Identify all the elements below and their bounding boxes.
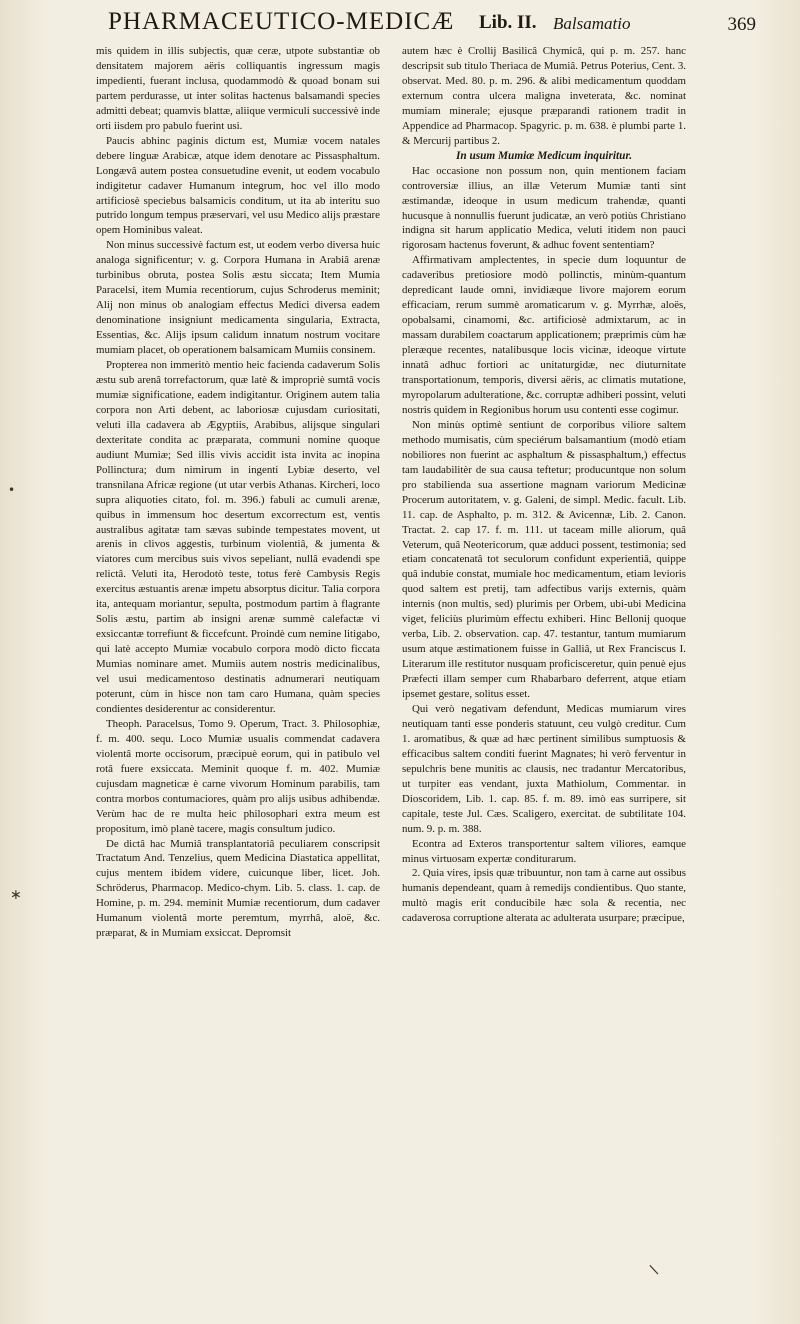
book-reference: Lib. II. [479, 12, 537, 33]
paragraph: De dictâ hac Mumiâ transplantatoriâ peculiarem conscripsit Tractatum And. Tenzelius, quem Medicina Diastatica appellitat, cujus mentem ibidem videre, cuicunque liber, licet. Joh. Schröderus, Pharmacop. Medico-chym. Lib. 5. class. 1. cap. de Homine, p. m. 294. meminit Mumiæ recentiorum, dum cadaver Humanum violentâ morte peremtum, myrrhâ, aloë, &c. præparat, & in Mumiam exsiccat. Depromsit [96, 837, 380, 940]
paragraph: Econtra ad Exteros transportentur saltem viliores, eamque minus virtuosam expertæ conditurarum. [402, 837, 686, 865]
ink-mark: / [646, 1263, 663, 1277]
paragraph: 2. Quia vires, ipsis quæ tribuuntur, non tam à carne aut ossibus humanis dependeant, quam à remedijs condientibus. Quo stante, multò magis erit conducibile hæc sola & recentia, nec cadaverosa corruptione alterata ac adulterata usurpare; præcipue, [402, 867, 686, 925]
paragraph: Non minùs optimè sentiunt de corporibus viliore saltem methodo mumisatis, cùm speciérum balsamantium (modò etiam nobiliores non fuerint ac asphaltum & pissasphaltum,) effectus tam laudabilitèr de sua causa teftetur; producuntque non solum pro stabilienda sua assertione magnam variorum Medicinæ Procerum autoritatem, v. g. Galeni, de simpl. Medic. facult. Lib. 11. cap. de Asphalto, p. m. 312. & Avicennæ, Lib. 2. Canon. Tractat. 2. cap 17. f. m. 111. ut taceam mille aliorum, quâ Veterum, quâ Neotericorum, quæ adduci possent, testimonia; sed etiam concatenatâ tot seculorum confidunt experientiâ, quippe quâ indubie constat, mumiale hoc medicamentum, etiam levioris quod saltem est pretij, tam adfectibus varijs externis, quàm internis (non multis, sed) plurimis per Orbem, ubi-ubi Medicina viget, feliciùs plurimùm effectu exhiberi. Hinc Bellonij quoque verba, Lib. 2. observation. cap. 47. testantur, tantum mumiarum usum atque æstimationem fuisse in Galliâ, ut Rex Franciscus I. Literarum ille restitutor nusquam proficisceretur, quin penuè ejus Præfecti illam semper cum Rhabarbaro deferrent, atque etiam ipsemet gestare, solitus esset. [402, 418, 686, 701]
page-number: 369 [727, 14, 756, 35]
running-title: PHARMACEUTICO-MEDICÆ [108, 8, 455, 35]
paragraph: Qui verò negativam defendunt, Medicas mumiarum vires neutiquam tanti esse ponderis statuunt, ceu vulgò creditur. Cum 1. aromatibus, & quæ ad hæc pertinent similibus sumptuosis & efficacibus saltem conditi fuerint Magnates; hi verò ferventur in sepulchris bene munitis ac clausis, nec tradantur Mercatoribus, ut turpiter eas vendant, juxta Mathiolum, Commentar. in Dioscoridem, Lib. 1. cap. 85. f. m. 89. imò eas surripere, sit capitale, teste Jul. Cæs. Scaligero, exercitat. de subtilitate 104. num. 9. p. m. 388. [402, 702, 686, 835]
section-heading: In usum Mumiæ Medicum inquiritur. [455, 149, 633, 162]
paragraph: Non minus successivè factum est, ut eodem verbo diversa huic analoga significentur; v. g. Corpora Humana in Arabiâ arenæ turbinibus obruta, postea Solis æstu siccata; Item Mumia Paracelsi, item Mumia recentiorum, cujus Schroderus meminit; Alij non minus ob analogiam effectus Medici diversa eadem denominatione insigniunt medicamenta singularia, Extracta, Essentias, &c. Alijs ipsum calidum innatum nostrum vocitare mumiam placet, ob operationem balsamicam Mumiis consinem. [96, 239, 380, 357]
paragraph: Propterea non immeritò mentio heic facienda cadaverum Solis æstu sub arenâ torrefactorum, quæ latè & impropriè sumtâ vocis mumiæ significatione, eadem indigitantur. Originem autem talia corpora non Arti debent, ac laboriosæ cujusdam curiositati, veluti illa cadavera ab Ægyptiis, Arabibus, alijsque singulari dexteritate condita ac præparata, communi nomine quoque audiunt Mumiæ; Sed illis vivis accidit ista invita ac inopina Pollinctura; dum nimirum in ingenti Lybiæ deserto, vel transnilana Africæ regione (ut utar verbis Athanas. Kircheri, loco supra aliquoties citato, fol. m. 396.) fabuli ac cumuli arenæ, quibus in immensum hoc desertum excorrectum est, ventis australibus agitatæ tam sævas subinde tempestates movent, ut arenis in clivos aggestis, turbinum violentiâ, & jumenta & viatores cum mercibus suis vivos sepeliant, nullâ evadendi spe relictâ. Veluti ita, Herodotò teste, totus ferè Cambysis Regis exercitus æstuantis arenæ impetu absorptus dicitur. Talia corpora ita, antequam moriantur, sepulta, postmodum partim à flagrante Solis æstu, partim ab insigni arenæ summè calefactæ vi exsiccantæ torrefiunt & ficcefcunt. Proindè cum nemine litigabo, qui latè accepto Mumiæ vocabulo corpora modò dicto ficcata Mumias nominare amet. Mumiis autem nostris medicinalibus, vel usui medicamentoso destinatis adnumerari neutiquam poterunt, cùm in hisce non tam caro Humana, quàm species condientes desiderentur ac considerentur. [96, 359, 380, 715]
paragraph: Hac occasione non possum non, quin mentionem faciam controversiæ illius, an illæ Veterum Mumiæ tanti sint æstimandæ, ideoque in usum medicum trahendæ, quanti hucusque à nonnullis fuerunt judicatæ, an verò potiùs Christiano indigna sit harum applicatio Medica, veluti itidem non pauci rigorosam hactenus foverunt, & adhuc fovent sententiam? [402, 164, 686, 252]
section-title: Balsamatio [553, 14, 631, 33]
paragraph: mis quidem in illis subjectis, quæ ceræ, utpote substantiæ ob densitatem majorem aëris colliquantis ingressum magis impedienti, fuerant inclusa, quodammodò & quoad bonam sui partem perdurasse, ut inter solitas hactenus balsamandi species admitti debeat; quamvis blattæ, aliique vermiculi successivè inde orti iisdem pro pabulo fuerint usi. [96, 45, 380, 132]
right-column [402, 44, 686, 926]
page-header [108, 8, 756, 44]
paragraph: Paucis abhinc paginis dictum est, Mumiæ vocem natales debere linguæ Arabicæ, atque idem denotare ac Pissasphaltum. Longævâ autem postea consuetudine evenit, ut eodem vocabulo indigitetur cadaver Humanum integrum, hoc vel illo modo artificiosè speciebus balsamicis conditum, ut ita ab interitu suo putrido longum tempus præservari, vel usu Medico alijs præstare opem Hominibus valeat. [96, 134, 380, 237]
ink-mark: • [8, 483, 16, 497]
ink-mark: ∗ [10, 887, 22, 903]
paragraph: Affirmativam amplectentes, in specie dum loquuntur de cadaveribus pretiosiore modò pollinctis, minùm-quantum depredicant laude omni, invidiæque livore majorem eorum efficaciam, rerum summè aromaticarum v. g. Myrrhæ, aloës, opobalsami, cinamomi, &c. artificiosè admixtarum, ac in massam durabilem coactarum applicationem; præprimis cùm hæ pleræque recentes, natalibusque locis vicinæ, ideoque virtute innatâ adhuc fortiori ac unitaturgidæ, nec diuturnitate transportationum, temporis, diversi aëris, ac climatis mutatione, myropolarum adulteratione, &c. corruptæ adhiberi possint, veluti nostris quidem in Regionibus horum usu contenti esse cogimur. [402, 254, 686, 416]
left-column [96, 44, 380, 941]
paragraph: autem hæc è Crollij Basilicâ Chymicâ, qui p. m. 257. hanc descripsit sub titulo Theriaca de Mumiâ. Petrus Poterius, Cent. 3. observat. Med. 80. p. m. 296. & alibi medicamentum quoddam externum contra ulcera maligna inveterata, &c. nominat mumiam minerale; ejusque præparandi rationem tradit in Appendice ad Pharmacop. Spagyric. p. m. 638. è plumbi parte 1. & Mercurij partibus 2. [402, 45, 686, 147]
paragraph: Theoph. Paracelsus, Tomo 9. Operum, Tract. 3. Philosophiæ, f. m. 400. sequ. Loco Mumiæ usualis commendat cadavera violentâ morte occisorum, præcipuè eorum, qui in patibulo vel rotâ fuere exsiccata. Meminit quoque f. m. 402. Mumiæ cujusdam magneticæ è carne vivorum Hominum parabilis, tam contra morbos contumaciores, quàm pro alijs usibus adhibendæ. Verùm hac de re multa heic philosophari extra meum est propositum, imò planè tacere, magis consultum judico. [96, 717, 380, 835]
